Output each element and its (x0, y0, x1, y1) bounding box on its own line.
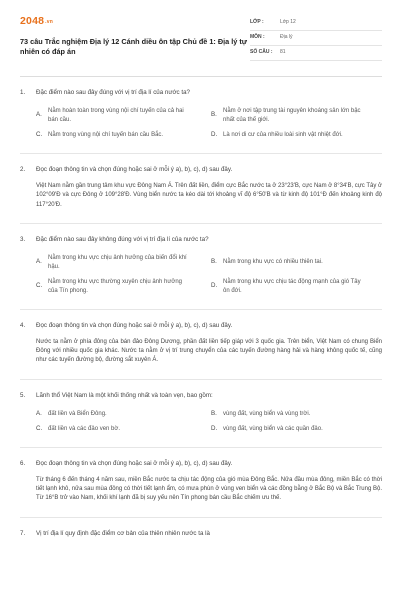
question-text: Đọc đoạn thông tin và chọn đúng hoặc sai ở mỗi ý a), b), c), d) sau đây. (36, 321, 233, 329)
option-a[interactable] (36, 254, 211, 272)
question-text: Đọc đoạn thông tin và chọn đúng hoặc sai ở mỗi ý a), b), c), d) sau đây. (36, 459, 233, 467)
question-number: 5. (20, 391, 26, 399)
answer-options (36, 254, 386, 296)
option-a[interactable] (36, 410, 211, 419)
option-text: vùng đất, vùng biển và các quần đảo. (223, 425, 323, 432)
question-text: Đọc đoạn thông tin và chọn đúng hoặc sai ở mỗi ý a), b), c), d) sau đây. (36, 165, 233, 173)
option-d[interactable] (211, 131, 386, 140)
option-text: vùng đất, vùng biển và vùng trời. (223, 410, 311, 417)
option-text: Nằm trong khu vực có nhiều thiên tai. (223, 259, 323, 266)
option-text: Là nơi di cư của nhiều loài sinh vật nhiệt đới. (223, 131, 343, 138)
option-letter: B. (211, 409, 217, 417)
option-d[interactable] (211, 278, 386, 296)
question-2 (20, 154, 382, 210)
option-text: đất liền và các đảo ven bờ. (48, 425, 120, 432)
option-b[interactable] (211, 107, 386, 125)
question-body (36, 166, 382, 210)
question-text: Đặc điểm nào sau đây không đúng với vị trí địa lí của nước ta? (36, 235, 209, 243)
option-d[interactable] (211, 425, 386, 434)
meta-row-subject (250, 31, 382, 46)
option-letter: D. (211, 130, 218, 138)
option-text: Nằm trong vùng nội chí tuyến bán cầu Bắc. (48, 131, 164, 138)
question-body (36, 89, 386, 140)
option-c[interactable] (36, 425, 211, 434)
question-5 (20, 380, 382, 434)
option-letter: B. (211, 258, 217, 266)
meta-row-class (250, 16, 382, 31)
header-left (20, 14, 250, 57)
option-text: Nằm hoàn toàn trong vùng nội chí tuyến của cả hai bán cầu. (48, 107, 184, 123)
meta-value: 81 (280, 49, 286, 56)
question-number: 4. (20, 321, 26, 329)
question-number: 3. (20, 235, 26, 243)
question-number: 7. (20, 529, 26, 537)
option-text: đất liền và Biển Đông. (48, 410, 107, 417)
document-header (20, 14, 382, 61)
document-title: 73 câu Trắc nghiệm Địa lý 12 Cánh diều ôn tập Chủ đề 1: Địa lý tự nhiên có đáp án (20, 37, 248, 57)
option-text: Nằm trong khu vực chịu tác động mạnh của gió Tây ôn đới. (223, 278, 361, 294)
question-4 (20, 310, 382, 366)
option-letter: B. (211, 111, 217, 119)
option-letter: C. (36, 424, 43, 432)
question-number: 1. (20, 89, 26, 96)
question-body (36, 236, 386, 296)
question-6 (20, 448, 382, 504)
question-body (36, 392, 386, 434)
meta-table (250, 16, 382, 61)
option-letter: D. (211, 282, 218, 290)
option-text: Nằm trong khu vực thường xuyên chịu ảnh hưởng của Tín phong. (48, 278, 182, 294)
meta-key: LỚP : (250, 19, 264, 26)
question-3 (20, 224, 382, 296)
question-7 (20, 518, 382, 539)
answer-options (36, 410, 386, 434)
meta-value: Địa lý (280, 34, 293, 41)
option-b[interactable] (211, 410, 386, 419)
option-b[interactable] (211, 254, 386, 272)
question-passage: Nước ta nằm ở phía đông của bán đảo Đông Dương, phần đất liền tiếp giáp với 3 quốc gia. Trên biển, Việt Nam có chung Biển Đông với nhiều quốc gia khác. Nước ta nằm ở vị trí trung chuyển của các tuyến đường hàng hải và hàng không quốc tế, cũng như các tuyến đường bộ, đường sắt xuyên Á. (36, 338, 382, 364)
option-letter: A. (36, 258, 42, 266)
option-letter: C. (36, 130, 43, 138)
question-number: 2. (20, 165, 26, 173)
option-letter: D. (211, 424, 218, 432)
logo-text: 2048 (20, 15, 45, 27)
question-text: Lãnh thổ Việt Nam là một khối thống nhất và toàn vẹn, bao gồm: (36, 391, 213, 399)
answer-options (36, 107, 386, 140)
meta-key: MÔN : (250, 34, 265, 41)
question-1 (20, 77, 382, 140)
meta-value: Lớp 12 (280, 19, 296, 26)
option-c[interactable] (36, 131, 211, 140)
option-c[interactable] (36, 278, 211, 296)
question-text: Đặc điểm nào sau đây đúng với vị trí địa lí của nước ta? (36, 89, 190, 96)
option-text: Nằm trong khu vực chịu ảnh hưởng của biến đổi khí hậu. (48, 254, 187, 270)
question-body (36, 460, 382, 504)
option-a[interactable] (36, 107, 211, 125)
option-text: Nằm ở nơi tập trung tài nguyên khoáng sản lớn bậc nhất của thế giới. (223, 107, 361, 123)
question-number: 6. (20, 459, 26, 467)
question-passage: Việt Nam nằm gần trung tâm khu vực Đông Nam Á. Trên đất liền, điểm cực Bắc nước ta ở 23°23'B, cực Nam ở 8°34'B, cực Tây ở 102°09'Đ và cực Đông ở 109°28'Đ. Vùng biển nước ta kéo dài tới khoảng vĩ độ 6°50'B và từ kinh độ 101°Đ đến khoảng kinh độ 117°20'Đ. (36, 182, 382, 208)
meta-row-count (250, 46, 382, 61)
logo-suffix: .vn (45, 19, 53, 25)
meta-key: SỐ CÂU : (250, 49, 273, 56)
option-letter: A. (36, 111, 42, 119)
question-passage: Từ tháng 6 đến tháng 4 năm sau, miền Bắc nước ta chịu tác động của gió mùa Đông Bắc. Nửa đầu mùa đông, miền Bắc có thời tiết lạnh khô, nửa sau mùa đông có thời tiết lạnh ẩm, có mưa phùn ở vùng ven biển và các đồng bằng ở Bắc Bộ và Bắc Trung Bộ. Từ 16°B trở vào Nam, khối khí lạnh đã bị suy yếu nên Tín phong bán cầu Bắc chiếm ưu thế. (36, 476, 382, 502)
question-body (36, 530, 382, 539)
question-text: Vị trí địa lí quy định đặc điểm cơ bản của thiên nhiên nước ta là (36, 529, 210, 537)
question-body (36, 322, 382, 366)
option-letter: C. (36, 282, 43, 290)
option-letter: A. (36, 409, 42, 417)
site-logo[interactable] (20, 14, 250, 29)
